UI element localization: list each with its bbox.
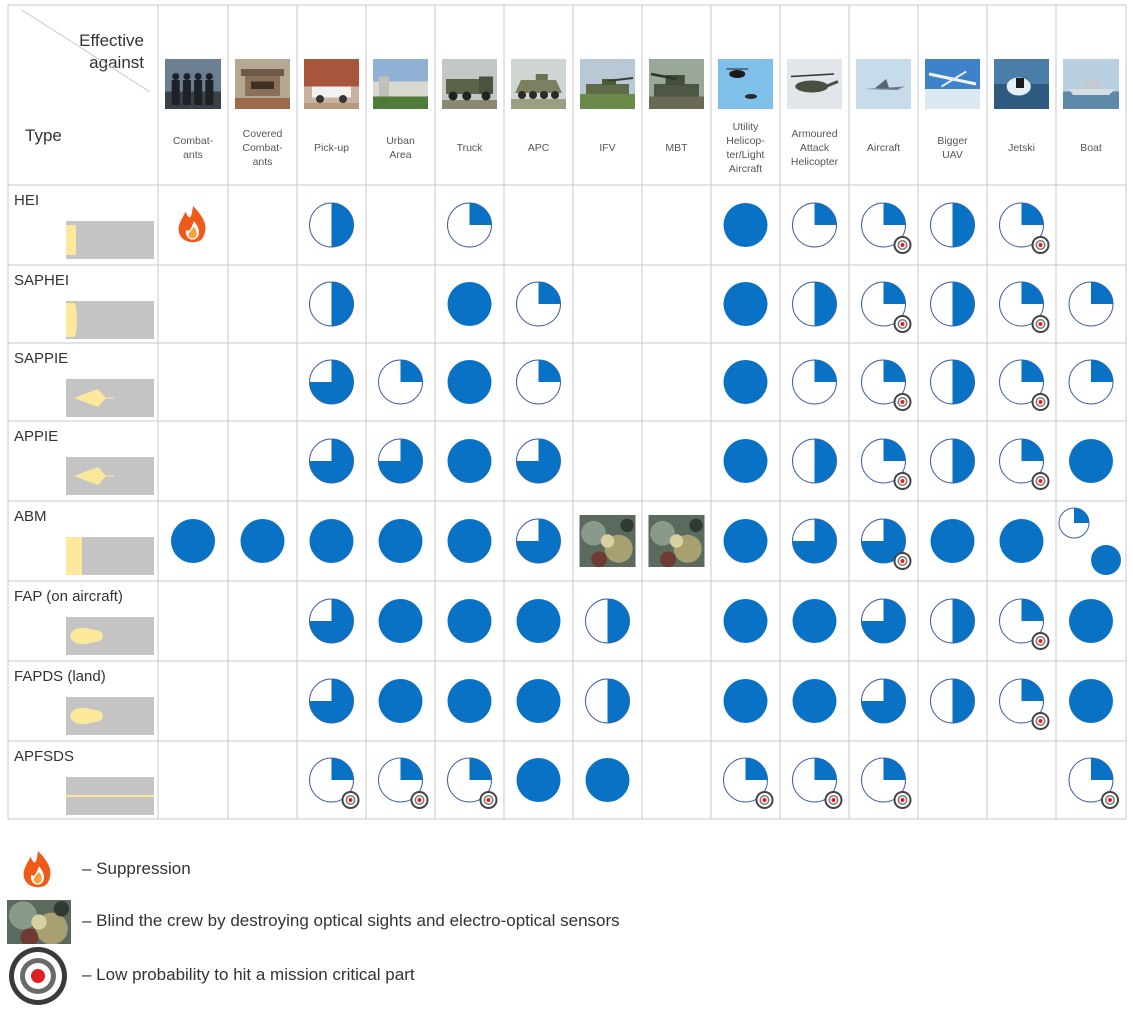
- low-probability-target-icon: [1032, 315, 1050, 333]
- effect-fill: [815, 758, 837, 780]
- cell-appie-aircraft: [862, 439, 912, 490]
- low-probability-target-icon: [894, 472, 912, 490]
- cell-apfsds-attack-heli: [793, 758, 843, 809]
- target-thumbnail-heli: [718, 59, 773, 109]
- column-label-attack-heli: Armoured Attack Helicopter: [790, 128, 839, 168]
- column-label-jetski: Jetski: [1008, 142, 1035, 154]
- cell-sappie-urban: [379, 360, 423, 404]
- effect-fill: [1091, 758, 1113, 780]
- low-probability-target-icon: [1032, 712, 1050, 730]
- effect-fill: [953, 439, 975, 483]
- effect-fill: [1091, 545, 1121, 575]
- cell-sappie-aircraft: [862, 360, 912, 411]
- effect-fill: [448, 599, 492, 643]
- cell-fap-pickup: [310, 599, 354, 643]
- effect-fill: [953, 282, 975, 326]
- row-label-hei: HEI: [14, 192, 40, 209]
- cell-apfsds-aircraft: [862, 758, 912, 809]
- effect-fill: [401, 758, 423, 780]
- target-thumbnail-mbt: [649, 59, 704, 109]
- cell-hei-attack-heli: [793, 203, 837, 247]
- target-icon: [9, 947, 67, 1005]
- projectile-thumbnail-fap: [66, 617, 154, 655]
- cell-hei-aircraft: [862, 203, 912, 254]
- effect-fill: [953, 599, 975, 643]
- target-thumbnail-urban: [373, 59, 428, 109]
- cell-fapds-urban: [379, 679, 423, 723]
- cell-apfsds-truck: [448, 758, 498, 809]
- low-probability-target-icon: [894, 552, 912, 570]
- column-label-aircraft: Aircraft: [866, 142, 901, 154]
- row-saphei: [66, 282, 1113, 339]
- projectile-thumbnail-abm: [66, 537, 154, 575]
- effect-fill: [448, 282, 492, 326]
- cell-fap-attack-heli: [793, 599, 837, 643]
- effect-fill: [884, 758, 906, 780]
- target-thumbnail-covered: [235, 59, 290, 109]
- low-probability-target-icon: [480, 791, 498, 809]
- cell-abm-apc: [517, 519, 561, 563]
- target-thumbnail-ifv: [580, 59, 635, 109]
- low-probability-target-icon: [1032, 393, 1050, 411]
- projectile-thumbnail-sappie: [66, 379, 154, 417]
- cell-fap-jetski: [1000, 599, 1050, 650]
- cell-sappie-uav: [931, 360, 975, 404]
- effect-fill: [379, 599, 423, 643]
- effect-fill: [953, 360, 975, 404]
- cell-apfsds-pickup: [310, 758, 360, 809]
- effect-fill: [793, 599, 837, 643]
- low-probability-target-icon: [1032, 236, 1050, 254]
- effect-fill: [724, 203, 768, 247]
- column-label-uav: Bigger UAV: [937, 135, 968, 161]
- legend-text-blind: – Blind the crew by destroying optical sights and electro-optical sensors: [82, 911, 620, 930]
- cell-appie-uav: [931, 439, 975, 483]
- effect-fill: [448, 439, 492, 483]
- target-thumbnail-uav: [925, 59, 980, 109]
- low-probability-target-icon: [756, 791, 774, 809]
- cell-fap-uav: [931, 599, 975, 643]
- cell-saphei-boat: [1069, 282, 1113, 326]
- legend-text-target: – Low probability to hit a mission critical part: [82, 965, 415, 984]
- low-probability-target-icon: [1101, 791, 1119, 809]
- blind-icon: [649, 515, 705, 567]
- effect-fill: [1022, 679, 1044, 701]
- low-probability-target-icon: [825, 791, 843, 809]
- cell-saphei-truck: [448, 282, 492, 326]
- cell-abm-heli: [724, 519, 768, 563]
- cell-hei-pickup: [310, 203, 354, 247]
- cell-fap-truck: [448, 599, 492, 643]
- column-label-boat: Boat: [1080, 142, 1102, 154]
- header-type: Type: [25, 126, 62, 145]
- header-effective-line2: against: [89, 53, 144, 72]
- cell-hei-combatants: [179, 206, 206, 242]
- blind-icon: [7, 900, 71, 946]
- effect-fill: [1074, 508, 1089, 523]
- cell-abm-mbt: [649, 515, 705, 567]
- effect-fill: [724, 519, 768, 563]
- column-label-pickup: Pick-up: [313, 142, 349, 154]
- effect-fill: [470, 203, 492, 225]
- row-label-sappie: SAPPIE: [14, 350, 69, 367]
- cell-abm-pickup: [310, 519, 354, 563]
- cell-hei-truck: [448, 203, 492, 247]
- row-abm: [66, 508, 1121, 575]
- effect-fill: [1022, 282, 1044, 304]
- cell-sappie-attack-heli: [793, 360, 837, 404]
- cell-appie-urban: [379, 439, 423, 483]
- row-label-fap: FAP (on aircraft): [14, 588, 123, 605]
- cell-saphei-attack-heli: [793, 282, 837, 326]
- header-effective-line1: Effective: [79, 31, 144, 50]
- cell-abm-attack-heli: [793, 519, 837, 563]
- cell-saphei-heli: [724, 282, 768, 326]
- effect-fill: [724, 679, 768, 723]
- effect-fill: [539, 282, 561, 304]
- effect-fill: [1091, 360, 1113, 382]
- low-probability-target-icon: [894, 393, 912, 411]
- cell-fap-heli: [724, 599, 768, 643]
- corner-diagonal: [22, 10, 150, 92]
- cell-saphei-apc: [517, 282, 561, 326]
- low-probability-target-icon: [894, 315, 912, 333]
- row-label-saphei: SAPHEI: [14, 272, 70, 289]
- cell-fapds-attack-heli: [793, 679, 837, 723]
- cell-saphei-jetski: [1000, 282, 1050, 333]
- cell-appie-boat: [1069, 439, 1113, 483]
- row-appie: [66, 439, 1113, 495]
- target-thumbnail-attack-heli: [787, 59, 842, 109]
- effect-fill: [401, 360, 423, 382]
- effect-fill: [793, 679, 837, 723]
- row-fap: [66, 599, 1113, 655]
- cell-abm-covered: [241, 519, 285, 563]
- effect-fill: [241, 519, 285, 563]
- cell-appie-heli: [724, 439, 768, 483]
- cell-sappie-jetski: [1000, 360, 1050, 411]
- row-hei: [66, 203, 1050, 259]
- cell-abm-uav: [931, 519, 975, 563]
- effect-fill: [470, 758, 492, 780]
- cell-fapds-truck: [448, 679, 492, 723]
- cell-saphei-aircraft: [862, 282, 912, 333]
- cell-sappie-heli: [724, 360, 768, 404]
- blind-icon: [580, 515, 636, 567]
- effect-fill: [1091, 282, 1113, 304]
- legend-text-fire: – Suppression: [82, 859, 191, 878]
- effect-fill: [448, 679, 492, 723]
- effect-fill: [815, 203, 837, 225]
- cell-fapds-heli: [724, 679, 768, 723]
- cell-abm-boat: [1059, 508, 1121, 575]
- effect-fill: [931, 519, 975, 563]
- cell-hei-heli: [724, 203, 768, 247]
- effect-fill: [884, 360, 906, 382]
- cell-apfsds-heli: [724, 758, 774, 809]
- effect-fill: [608, 599, 630, 643]
- effect-fill: [448, 360, 492, 404]
- cell-apfsds-urban: [379, 758, 429, 809]
- projectile-thumbnail-fapds: [66, 697, 154, 735]
- effect-fill: [815, 282, 837, 326]
- target-thumbnail-truck: [442, 59, 497, 109]
- cell-fap-urban: [379, 599, 423, 643]
- row-fapds: [66, 679, 1113, 735]
- row-apfsds: [66, 758, 1119, 815]
- column-label-truck: Truck: [456, 142, 483, 154]
- low-probability-target-icon: [342, 791, 360, 809]
- effect-fill: [953, 679, 975, 723]
- projectile-thumbnail-saphei: [66, 301, 154, 339]
- effect-fill: [171, 519, 215, 563]
- cell-fapds-ifv: [586, 679, 630, 723]
- target-thumbnail-boat: [1063, 59, 1119, 109]
- target-thumbnail-aircraft: [856, 59, 911, 109]
- cell-saphei-pickup: [310, 282, 354, 326]
- column-label-urban: Urban Area: [386, 135, 415, 161]
- effect-fill: [724, 282, 768, 326]
- cell-abm-jetski: [1000, 519, 1044, 563]
- fire-icon: [179, 206, 206, 242]
- row-label-abm: ABM: [14, 508, 47, 525]
- effect-fill: [884, 439, 906, 461]
- row-sappie: [66, 360, 1113, 417]
- effect-fill: [1000, 519, 1044, 563]
- effect-fill: [1022, 439, 1044, 461]
- cell-fap-boat: [1069, 599, 1113, 643]
- effect-fill: [608, 679, 630, 723]
- target-thumbnail-pickup: [304, 59, 359, 109]
- cell-fap-apc: [517, 599, 561, 643]
- legend-item-fire-icon: [24, 851, 51, 887]
- row-label-apfsds: APFSDS: [14, 748, 75, 765]
- cell-sappie-apc: [517, 360, 561, 404]
- cell-abm-ifv: [580, 515, 636, 567]
- row-label-fapds: FAPDS (land): [14, 668, 106, 685]
- cell-sappie-truck: [448, 360, 492, 404]
- effect-fill: [379, 519, 423, 563]
- effect-fill: [517, 599, 561, 643]
- effect-fill: [332, 203, 354, 247]
- effect-fill: [884, 282, 906, 304]
- cell-fap-aircraft: [862, 599, 906, 643]
- cell-abm-urban: [379, 519, 423, 563]
- effect-fill: [332, 758, 354, 780]
- effect-fill: [332, 282, 354, 326]
- cell-fapds-apc: [517, 679, 561, 723]
- effect-fill: [815, 360, 837, 382]
- cell-apfsds-ifv: [586, 758, 630, 802]
- column-label-ifv: IFV: [599, 142, 616, 154]
- legend-item-target-icon: [9, 947, 67, 1005]
- cell-fapds-boat: [1069, 679, 1113, 723]
- cell-saphei-uav: [931, 282, 975, 326]
- effect-fill: [1022, 599, 1044, 621]
- column-label-combatants: Combat- ants: [172, 135, 214, 161]
- effect-fill: [746, 758, 768, 780]
- cell-fap-ifv: [586, 599, 630, 643]
- cell-appie-attack-heli: [793, 439, 837, 483]
- effect-fill: [724, 439, 768, 483]
- cell-appie-jetski: [1000, 439, 1050, 490]
- effect-fill: [517, 758, 561, 802]
- effect-fill: [448, 519, 492, 563]
- cell-hei-uav: [931, 203, 975, 247]
- effect-fill: [724, 599, 768, 643]
- cell-appie-truck: [448, 439, 492, 483]
- cell-fapds-jetski: [1000, 679, 1050, 730]
- effect-fill: [379, 679, 423, 723]
- cell-abm-aircraft: [862, 519, 912, 570]
- cell-hei-jetski: [1000, 203, 1050, 254]
- cell-abm-truck: [448, 519, 492, 563]
- cell-abm-combatants: [171, 519, 215, 563]
- cell-fapds-pickup: [310, 679, 354, 723]
- effect-fill: [815, 439, 837, 483]
- target-thumbnail-jetski: [994, 59, 1049, 109]
- low-probability-target-icon: [1032, 632, 1050, 650]
- effect-fill: [724, 360, 768, 404]
- projectile-thumbnail-apfsds: [66, 777, 154, 815]
- cell-fapds-uav: [931, 679, 975, 723]
- cell-appie-apc: [517, 439, 561, 483]
- target-thumbnail-combatants: [165, 59, 221, 109]
- effect-fill: [586, 758, 630, 802]
- effect-fill: [953, 203, 975, 247]
- low-probability-target-icon: [411, 791, 429, 809]
- legend-item-blind-icon: [7, 900, 71, 946]
- cell-appie-pickup: [310, 439, 354, 483]
- effect-fill: [1069, 599, 1113, 643]
- cell-sappie-boat: [1069, 360, 1113, 404]
- cell-apfsds-apc: [517, 758, 561, 802]
- effect-fill: [1022, 360, 1044, 382]
- effect-fill: [539, 360, 561, 382]
- cell-sappie-pickup: [310, 360, 354, 404]
- column-label-covered: Covered Combat- ants: [242, 128, 283, 168]
- cell-fapds-aircraft: [862, 679, 906, 723]
- cell-apfsds-boat: [1069, 758, 1119, 809]
- effect-fill: [884, 203, 906, 225]
- effect-fill: [517, 679, 561, 723]
- low-probability-target-icon: [1032, 472, 1050, 490]
- fire-icon: [24, 851, 51, 887]
- projectile-thumbnail-hei: [66, 221, 154, 259]
- projectile-thumbnail-appie: [66, 457, 154, 495]
- column-label-apc: APC: [527, 142, 550, 154]
- row-label-appie: APPIE: [14, 428, 59, 445]
- column-label-heli: Utility Helicop- ter/Light Aircraft: [726, 121, 765, 175]
- column-label-mbt: MBT: [665, 142, 688, 154]
- effect-fill: [1069, 679, 1113, 723]
- effect-fill: [310, 519, 354, 563]
- low-probability-target-icon: [894, 791, 912, 809]
- low-probability-target-icon: [894, 236, 912, 254]
- target-thumbnail-apc: [511, 59, 566, 109]
- effect-fill: [1022, 203, 1044, 225]
- effect-fill: [1069, 439, 1113, 483]
